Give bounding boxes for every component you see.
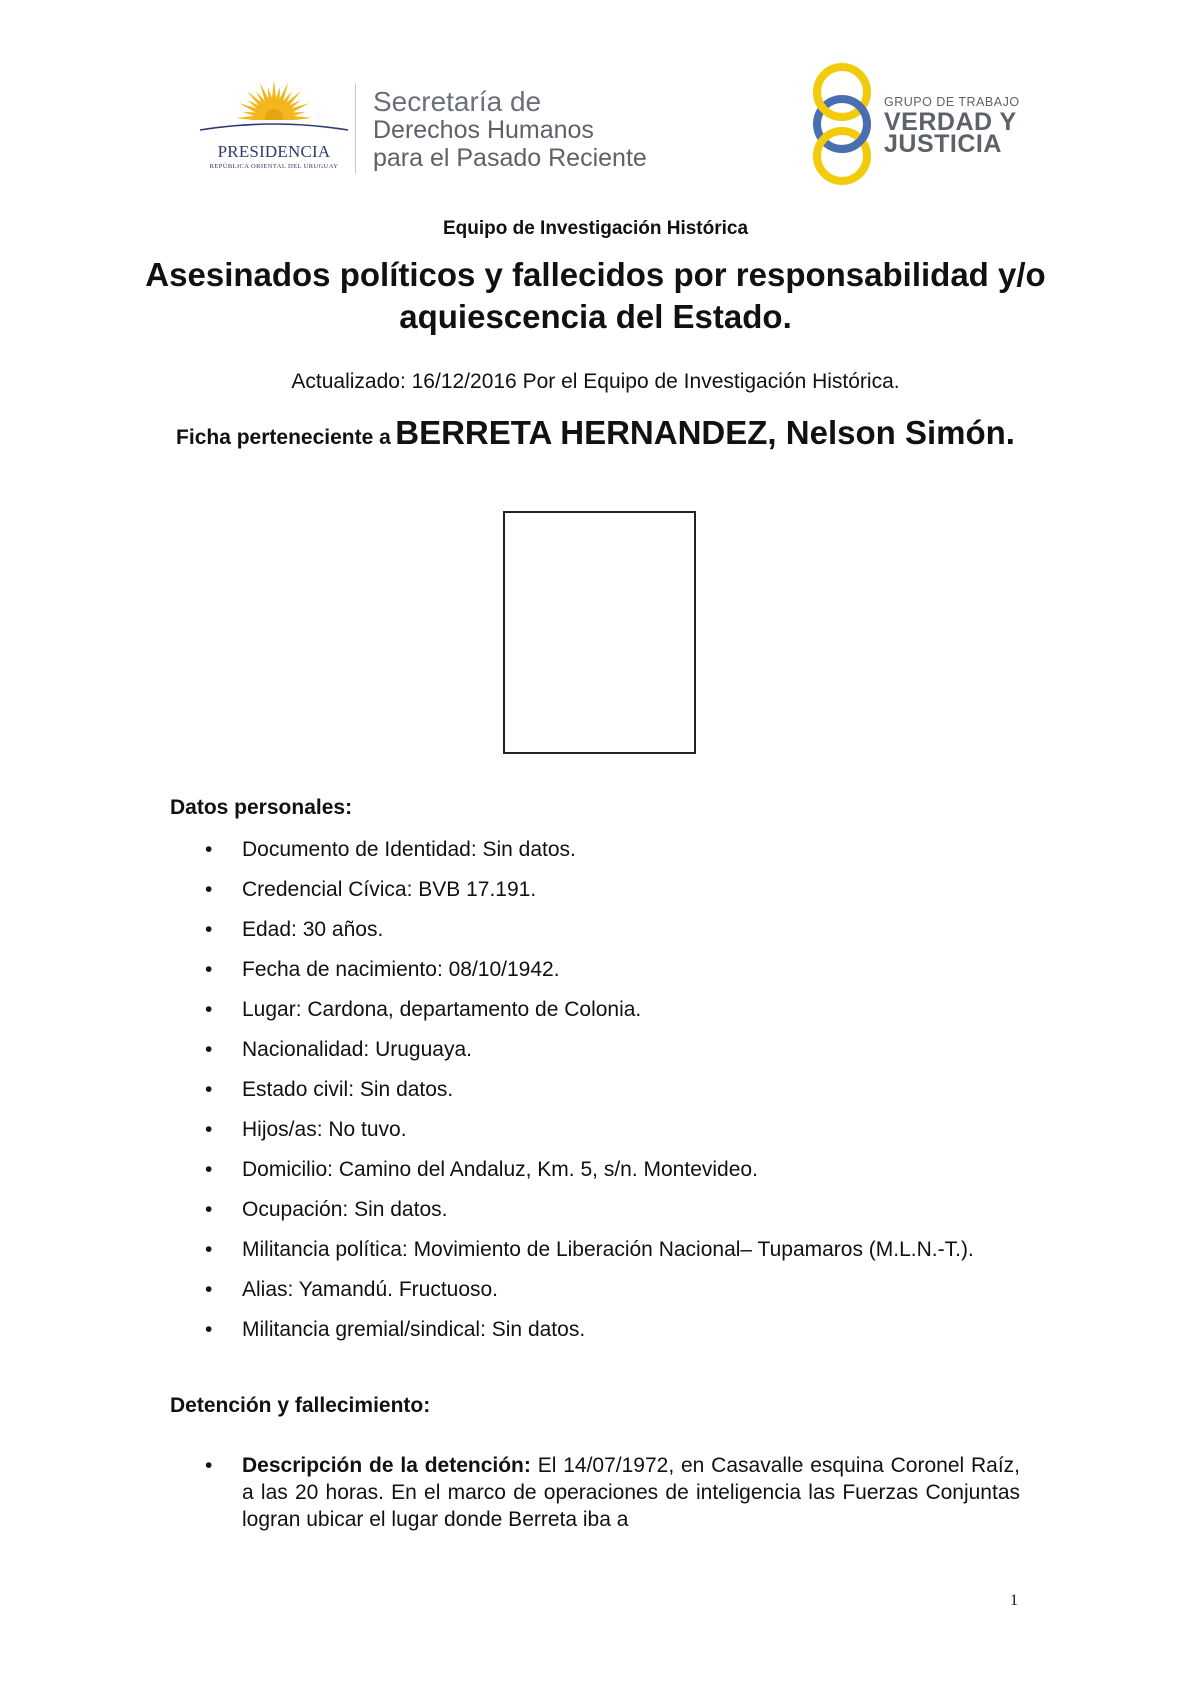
detention-list	[205, 1452, 1020, 1533]
bullet: •	[205, 878, 213, 901]
list-item-text: Alias: Yamandú. Fructuoso.	[242, 1278, 499, 1301]
verdad-wordmark: VERDAD Y	[884, 108, 1017, 136]
list-item	[205, 876, 1020, 904]
bullet: •	[205, 918, 213, 941]
bullet: •	[205, 1158, 213, 1181]
list-item-text: Documento de Identidad: Sin datos.	[242, 838, 576, 861]
list-item	[205, 1236, 1020, 1264]
list-item-text: Credencial Cívica: BVB 17.191.	[242, 878, 537, 901]
ficha-label: Ficha perteneciente a	[176, 426, 391, 449]
bullet: •	[205, 1198, 213, 1221]
republica-wordmark: REPÚBLICA ORIENTAL DEL URUGUAY	[209, 163, 339, 170]
list-item-text: Ocupación: Sin datos.	[242, 1198, 448, 1221]
secretaria-logo-text	[373, 88, 647, 172]
updated-line: Actualizado: 16/12/2016 Por el Equipo de Investigación Histórica.	[291, 370, 900, 393]
list-item	[205, 1276, 1020, 1304]
list-item-text: Edad: 30 años.	[242, 918, 384, 941]
bullet: •	[205, 998, 213, 1021]
list-item	[205, 916, 1020, 944]
ficha-heading	[170, 412, 1021, 461]
photo-placeholder	[503, 511, 696, 754]
bullet: •	[205, 838, 213, 861]
list-item-text: Estado civil: Sin datos.	[242, 1078, 454, 1101]
list-item	[205, 1076, 1020, 1104]
bullet: •	[205, 1038, 213, 1061]
grupo-trabajo-label: GRUPO DE TRABAJO	[884, 95, 1020, 109]
detention-description-label: Descripción de la detención:	[242, 1454, 531, 1477]
list-item	[205, 996, 1020, 1024]
bullet: •	[205, 958, 213, 981]
bullet: •	[205, 1078, 213, 1101]
list-item-text: Militancia gremial/sindical: Sin datos.	[242, 1318, 586, 1341]
section-heading-detention: Detención y fallecimiento:	[170, 1394, 431, 1417]
list-item-text: Militancia política: Movimiento de Liberación Nacional– Tupamaros (M.L.N.-T.).	[242, 1238, 974, 1261]
presidencia-wordmark: PRESIDENCIA	[217, 142, 331, 161]
bullet: •	[205, 1238, 213, 1261]
interlocking-rings-logo	[804, 62, 880, 186]
bullet: •	[205, 1278, 213, 1301]
personal-data-list	[205, 836, 1020, 1344]
detention-description-text: El 14/07/1972, en Casavalle esquina Coronel Raíz, a las 20 horas. En el marco de operaciones de inteligencia las Fuerzas Conjuntas logran ubicar el lugar donde Berreta iba a	[242, 1454, 1021, 1531]
secretaria-line-3: para el Pasado Reciente	[373, 144, 647, 172]
logo-divider	[355, 84, 356, 174]
bullet: •	[205, 1318, 213, 1341]
justicia-wordmark: JUSTICIA	[884, 130, 1002, 158]
list-item	[205, 1452, 1020, 1533]
page-number: 1	[1010, 1592, 1018, 1609]
bullet: •	[205, 1454, 213, 1477]
secretaria-line-1: Secretaría de	[373, 86, 542, 117]
list-item	[205, 836, 1020, 864]
list-item-text: Hijos/as: No tuvo.	[242, 1118, 407, 1141]
list-item	[205, 1156, 1020, 1184]
person-name: BERRETA HERNANDEZ, Nelson Simón.	[395, 414, 1015, 451]
list-item	[205, 1116, 1020, 1144]
list-item	[205, 1316, 1020, 1344]
section-heading-personal: Datos personales:	[170, 796, 353, 819]
list-item-text: Nacionalidad: Uruguaya.	[242, 1038, 472, 1061]
list-item	[205, 1036, 1020, 1064]
secretaria-line-2: Derechos Humanos	[373, 116, 594, 144]
list-item-text: Fecha de nacimiento: 08/10/1942.	[242, 958, 560, 981]
bullet: •	[205, 1118, 213, 1141]
list-item	[205, 956, 1020, 984]
list-item	[205, 1196, 1020, 1224]
team-name: Equipo de Investigación Histórica	[442, 218, 749, 239]
document-title: Asesinados políticos y fallecidos por responsabilidad y/o aquiescencia del Estado.	[145, 256, 1046, 335]
list-item-text: Lugar: Cardona, departamento de Colonia.	[242, 998, 642, 1021]
list-item-text: Domicilio: Camino del Andaluz, Km. 5, s/n. Montevideo.	[242, 1158, 758, 1181]
